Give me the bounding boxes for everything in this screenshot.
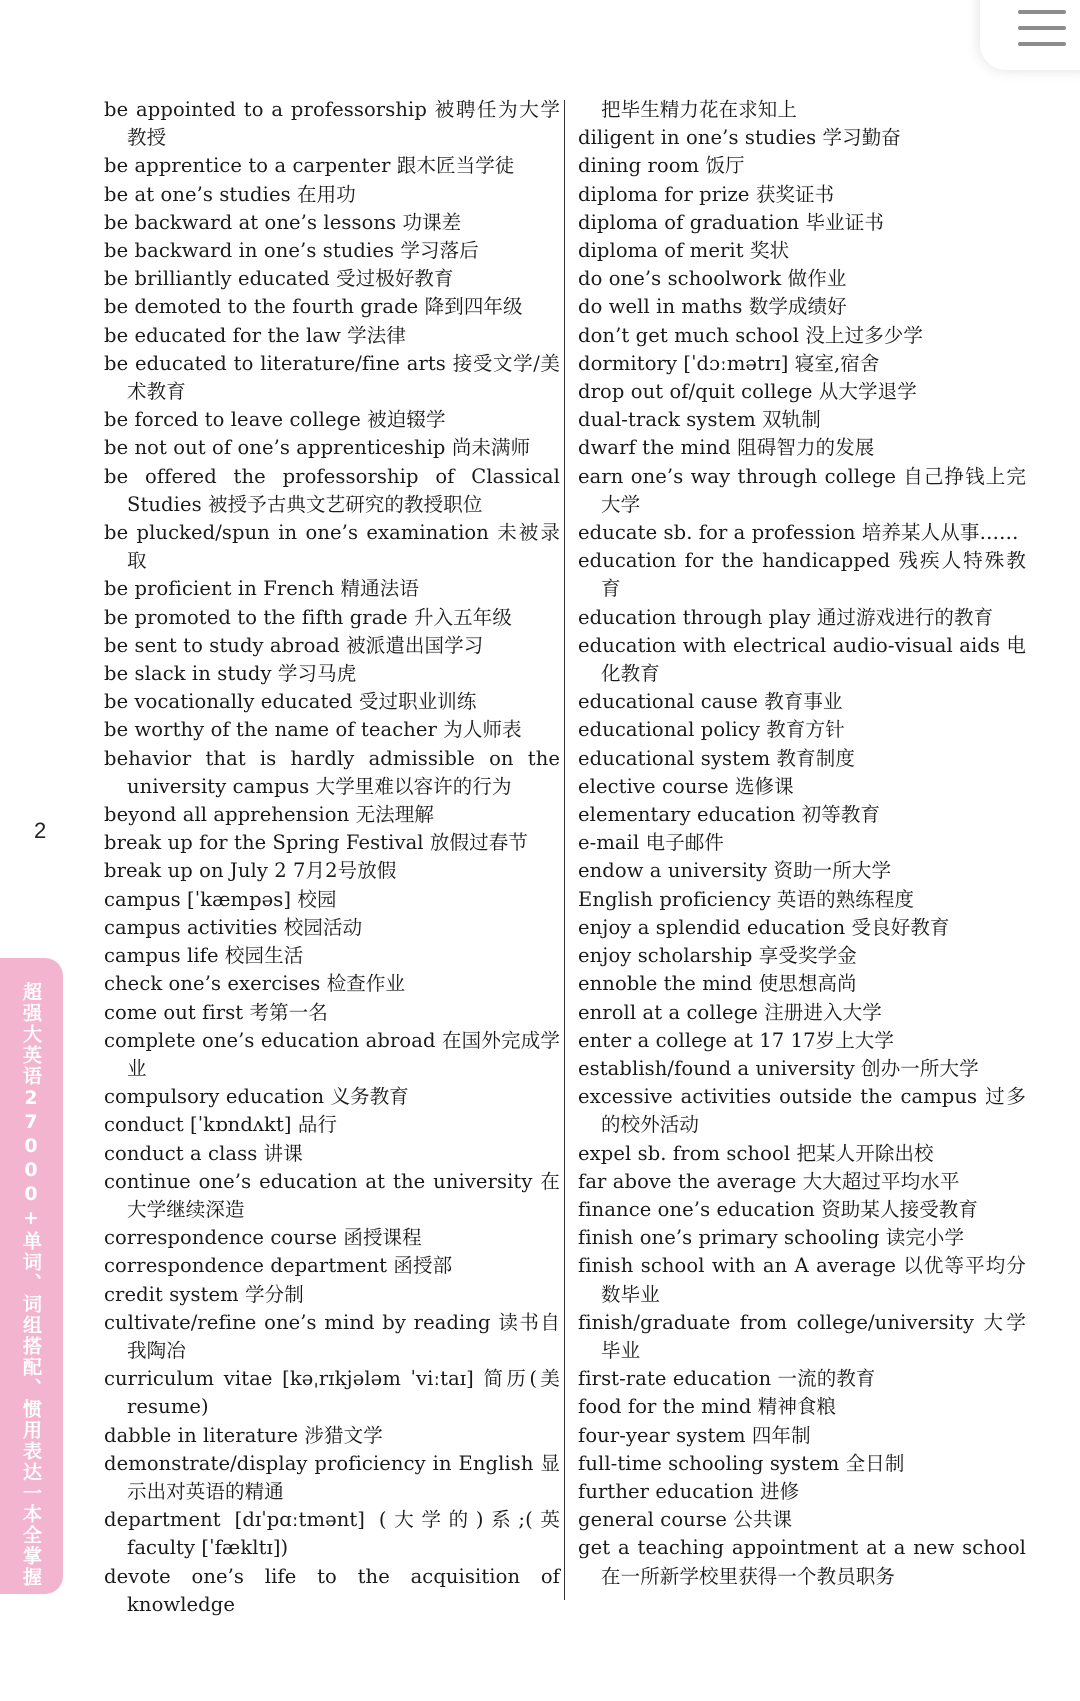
entry: check one’s exercises 检查作业 xyxy=(104,972,406,996)
entry: correspondence department 函授部 xyxy=(104,1254,453,1278)
side-tab-label: 超强大英语27000+单词、词组搭配、惯用表达一本全掌握 xyxy=(20,982,42,1588)
entry: enjoy a splendid education 受良好教育 xyxy=(578,915,950,939)
entry: dining room 饭厅 xyxy=(578,154,745,178)
entry: expel sb. from school 把某人开除出校 xyxy=(578,1141,934,1165)
right-column xyxy=(578,96,1026,1591)
entry: finish/graduate from college/university 大学毕业 xyxy=(578,1310,1026,1362)
entry: complete one’s education abroad 在国外完成学业 xyxy=(104,1028,560,1080)
entry: curriculum vitae [kəˌrɪkjələm ˈviːtaɪ] 简历(美 resume) xyxy=(104,1367,560,1419)
entry: excessive activities outside the campus 过多的校外活动 xyxy=(578,1085,1026,1137)
entry: dormitory [ˈdɔːmətrɪ] 寝室,宿舍 xyxy=(578,351,880,375)
entry: educate sb. for a profession 培养某人从事…… xyxy=(578,521,1019,545)
entry: far above the average 大大超过平均水平 xyxy=(578,1169,960,1193)
entry: be vocationally educated 受过职业训练 xyxy=(104,690,477,714)
entry: e-mail 电子邮件 xyxy=(578,831,725,855)
entry: be proficient in French 精通法语 xyxy=(104,577,419,601)
entry: cultivate/refine one’s mind by reading 读书自我陶冶 xyxy=(104,1310,560,1362)
entry: diploma of graduation 毕业证书 xyxy=(578,210,884,234)
entry: be appointed to a professorship 被聘任为大学教授 xyxy=(104,98,560,150)
entry: credit system 学分制 xyxy=(104,1282,304,1306)
entry: be slack in study 学习马虎 xyxy=(104,662,357,686)
entry: compulsory education 义务教育 xyxy=(104,1085,409,1109)
entry: dual-track system 双轨制 xyxy=(578,408,821,432)
entry: 把毕生精力花在求知上 xyxy=(601,98,798,121)
entry: department [dɪˈpɑːtmənt] (大学的)系;(英 faculty [ˈfækltɪ]) xyxy=(104,1508,560,1560)
column-divider xyxy=(564,100,565,1600)
entry: diploma of merit 奖状 xyxy=(578,239,790,263)
entry: enter a college at 17 17岁上大学 xyxy=(578,1028,894,1052)
entry: diligent in one’s studies 学习勤奋 xyxy=(578,126,901,150)
entry: endow a university 资助一所大学 xyxy=(578,859,892,883)
entry: campus [ˈkæmpəs] 校园 xyxy=(104,887,337,911)
entry: finish one’s primary schooling 读完小学 xyxy=(578,1226,965,1250)
entry: conduct a class 讲课 xyxy=(104,1141,303,1165)
entry: be forced to leave college 被迫辍学 xyxy=(104,408,446,432)
side-tab xyxy=(0,958,63,1594)
entry: elementary education 初等教育 xyxy=(578,803,881,827)
entry: enroll at a college 注册进入大学 xyxy=(578,1000,882,1024)
entry: be educated for the law 学法律 xyxy=(104,323,406,347)
entry: general course 公共课 xyxy=(578,1508,793,1532)
entry: diploma for prize 获奖证书 xyxy=(578,182,835,206)
entry: conduct [ˈkɒndʌkt] 品行 xyxy=(104,1113,338,1137)
entry: education for the handicapped 残疾人特殊教育 xyxy=(578,549,1026,601)
entry: ennoble the mind 使思想高尚 xyxy=(578,972,857,996)
entry: campus activities 校园活动 xyxy=(104,915,363,939)
entry: be sent to study abroad 被派遣出国学习 xyxy=(104,633,484,657)
entry: don’t get much school 没上过多少学 xyxy=(578,323,924,347)
entry: finance one’s education 资助某人接受教育 xyxy=(578,1197,978,1221)
entry: education with electrical audio-visual aids 电化教育 xyxy=(578,633,1026,686)
entry: full-time schooling system 全日制 xyxy=(578,1451,905,1475)
page-number: 2 xyxy=(34,818,47,843)
entry: dabble in literature 涉猎文学 xyxy=(104,1423,383,1447)
entry: enjoy scholarship 享受奖学金 xyxy=(578,944,857,968)
entry: be worthy of the name of teacher 为人师表 xyxy=(104,718,522,742)
entry: be plucked/spun in one’s examination 未被录取 xyxy=(104,521,560,573)
entry: earn one’s way through college 自己挣钱上完大学 xyxy=(578,464,1026,516)
entry: educational cause 教育事业 xyxy=(578,690,843,714)
entry: do one’s schoolwork 做作业 xyxy=(578,267,847,291)
entry: behavior that is hardly admissible on the university campus 大学里难以容许的行为 xyxy=(104,746,560,798)
entry: elective course 选修课 xyxy=(578,774,794,798)
entry: dwarf the mind 阻碍智力的发展 xyxy=(578,436,875,460)
entry: English proficiency 英语的熟练程度 xyxy=(578,887,915,911)
entry: be brilliantly educated 受过极好教育 xyxy=(104,267,454,291)
entry: devote one’s life to the acquisition of knowledge xyxy=(104,1564,560,1616)
entry: food for the mind 精神食粮 xyxy=(578,1395,837,1419)
entry: be apprentice to a carpenter 跟木匠当学徒 xyxy=(104,154,515,178)
entry: educational system 教育制度 xyxy=(578,746,855,770)
entry: beyond all apprehension 无法理解 xyxy=(104,803,434,827)
entry: come out first 考第一名 xyxy=(104,1000,328,1024)
entry: continue one’s education at the university 在大学继续深造 xyxy=(104,1169,560,1221)
entry: drop out of/quit college 从大学退学 xyxy=(578,380,917,404)
left-column xyxy=(104,96,560,1619)
entry: campus life 校园生活 xyxy=(104,944,304,968)
entry: be not out of one’s apprenticeship 尚未满师 xyxy=(104,436,531,460)
entry: be backward in one’s studies 学习落后 xyxy=(104,239,479,263)
entry: establish/found a university 创办一所大学 xyxy=(578,1056,979,1080)
entry: be offered the professorship of Classical Studies 被授予古典文艺研究的教授职位 xyxy=(104,464,560,516)
entry: do well in maths 数学成绩好 xyxy=(578,295,847,319)
entry: educational policy 教育方针 xyxy=(578,718,845,742)
entry: first-rate education 一流的教育 xyxy=(578,1367,876,1391)
entry: be at one’s studies 在用功 xyxy=(104,182,356,206)
entry: education through play 通过游戏进行的教育 xyxy=(578,605,994,629)
entry: demonstrate/display proficiency in English 显示出对英语的精通 xyxy=(104,1451,560,1503)
entry: be demoted to the fourth grade 降到四年级 xyxy=(104,295,523,319)
entry: be educated to literature/fine arts 接受文学/美术教育 xyxy=(104,351,560,404)
entry: be promoted to the fifth grade 升入五年级 xyxy=(104,605,512,629)
entry: further education 进修 xyxy=(578,1479,800,1503)
entry: break up for the Spring Festival 放假过春节 xyxy=(104,831,528,855)
entry: break up on July 2 7月2号放假 xyxy=(104,859,397,883)
entry: finish school with an A average 以优等平均分数毕业 xyxy=(578,1254,1026,1306)
entry: be backward at one’s lessons 功课差 xyxy=(104,210,462,234)
entry: correspondence course 函授课程 xyxy=(104,1226,422,1250)
entry: get a teaching appointment at a new school 在一所新学校里获得一个教员职务 xyxy=(578,1536,1026,1588)
entry: four-year system 四年制 xyxy=(578,1423,811,1447)
